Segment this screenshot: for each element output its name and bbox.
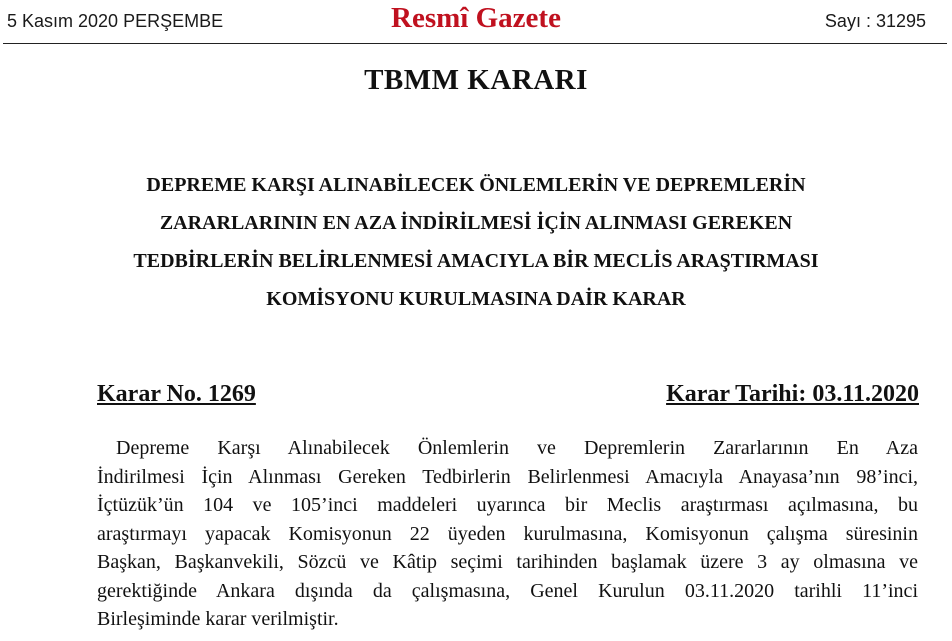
subject-line: DEPREME KARŞI ALINABİLECEK ÖNLEMLERİN VE DEPREMLERİN	[146, 174, 806, 196]
issue-number: Sayı : 31295	[824, 11, 926, 31]
decision-body	[97, 434, 918, 634]
publication-date: 5 Kasım 2020 PERŞEMBE	[7, 11, 224, 31]
body-line: Birleşiminde karar verilmiştir.	[97, 608, 339, 630]
body-line: gerektiğinde Ankara dışında da çalışmasına, Genel Kurulun 03.11.2020 tarihli 11’inci	[97, 579, 918, 602]
decision-meta-row	[97, 381, 919, 415]
decision-number: Karar No. 1269	[97, 381, 256, 407]
body-line: İçtüzük’ün 104 ve 105’inci maddeleri uyarınca bir Meclis araştırması açılmasına, bu	[97, 494, 918, 516]
decision-subject	[40, 166, 912, 318]
gazette-header	[0, 0, 952, 42]
subject-line: TEDBİRLERİN BELİRLENMESİ AMACIYLA BİR MECLİS ARAŞTIRMASI	[133, 250, 819, 272]
header-divider	[3, 43, 947, 44]
body-line: Depreme Karşı Alınabilecek Önlemlerin ve Depremlerin Zararlarının En Aza	[116, 437, 918, 459]
body-line: İndirilmesi İçin Alınması Gereken Tedbirlerin Belirlenmesi Amacıyla Anayasa’nın 98’inci,	[97, 465, 918, 488]
subject-line: ZARARLARININ EN AZA İNDİRİLMESİ İÇİN ALINMASI GEREKEN	[159, 212, 793, 234]
gazette-title: Resmî Gazete	[391, 2, 561, 34]
decision-date: Karar Tarihi: 03.11.2020	[666, 381, 919, 407]
subject-line: KOMİSYONU KURULMASINA DAİR KARAR	[266, 288, 686, 310]
body-line: Başkan, Başkanvekili, Sözcü ve Kâtip seçimi tarihinden başlamak üzere 3 ay olmasına ve	[97, 551, 918, 573]
body-line: araştırmayı yapacak Komisyonun 22 üyeden kurulmasına, Komisyonun çalışma süresinin	[97, 522, 918, 545]
document-type-heading: TBMM KARARI	[364, 64, 588, 96]
